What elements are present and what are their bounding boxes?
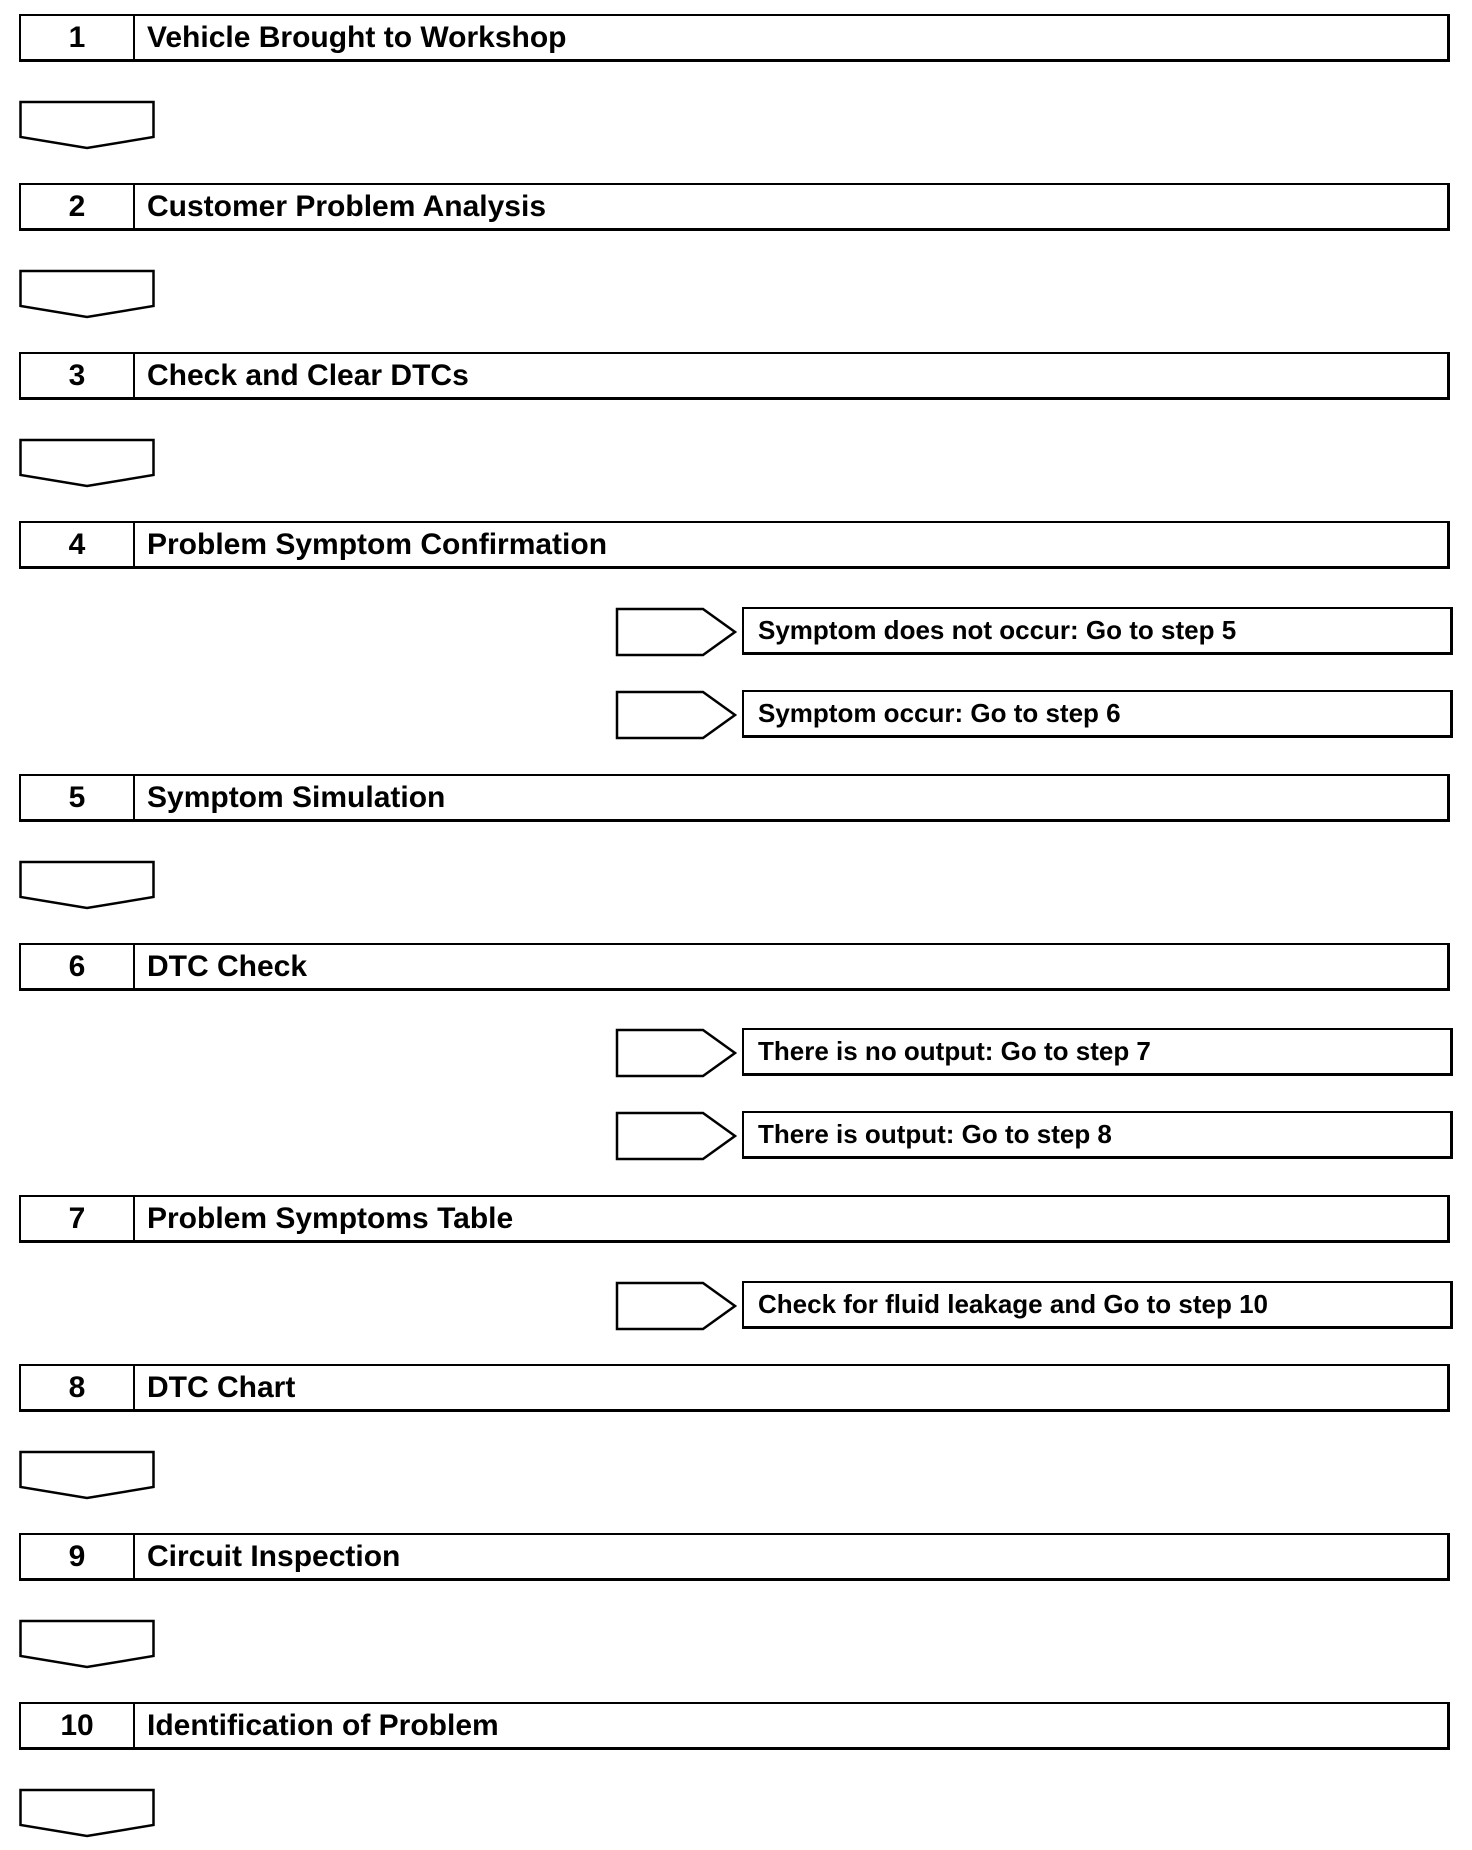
step-box: [19, 183, 1450, 231]
step-title: DTC Chart: [147, 1370, 296, 1404]
step-box: [19, 1533, 1450, 1581]
right-arrow-icon: [615, 1111, 737, 1161]
branch-condition: Symptom occur: Go to step 6: [742, 690, 1453, 738]
step-number: 4: [21, 523, 135, 566]
step-number: 10: [21, 1704, 135, 1747]
step-number: 3: [21, 354, 135, 397]
step-box: [19, 774, 1450, 822]
step-box: [19, 14, 1450, 62]
step-box: [19, 1702, 1450, 1750]
step-title: Vehicle Brought to Workshop: [147, 20, 567, 54]
step-number: 2: [21, 185, 135, 228]
down-arrow-icon: [19, 1450, 155, 1500]
step-box: [19, 521, 1450, 569]
right-arrow-icon: [615, 607, 737, 657]
step-title: Problem Symptom Confirmation: [147, 527, 608, 561]
right-arrow-icon: [615, 1281, 737, 1331]
step-title: Problem Symptoms Table: [147, 1201, 514, 1235]
down-arrow-icon: [19, 100, 155, 150]
step-title: Circuit Inspection: [147, 1539, 401, 1573]
branch-condition: Symptom does not occur: Go to step 5: [742, 607, 1453, 655]
step-number: 7: [21, 1197, 135, 1240]
step-title: Symptom Simulation: [147, 780, 446, 814]
step-number: 6: [21, 945, 135, 988]
step-box: [19, 943, 1450, 991]
down-arrow-icon: [19, 860, 155, 910]
branch-condition: There is output: Go to step 8: [742, 1111, 1453, 1159]
right-arrow-icon: [615, 1028, 737, 1078]
step-number: 9: [21, 1535, 135, 1578]
down-arrow-icon: [19, 1788, 155, 1838]
step-box: [19, 1195, 1450, 1243]
down-arrow-icon: [19, 438, 155, 488]
step-number: 8: [21, 1366, 135, 1409]
down-arrow-icon: [19, 1619, 155, 1669]
step-number: 5: [21, 776, 135, 819]
branch-condition: There is no output: Go to step 7: [742, 1028, 1453, 1076]
step-box: [19, 1364, 1450, 1412]
down-arrow-icon: [19, 269, 155, 319]
branch-condition: Check for fluid leakage and Go to step 10: [742, 1281, 1453, 1329]
right-arrow-icon: [615, 690, 737, 740]
step-title: Check and Clear DTCs: [147, 358, 469, 392]
step-title: Identification of Problem: [147, 1708, 499, 1742]
step-title: Customer Problem Analysis: [147, 189, 547, 223]
step-box: [19, 352, 1450, 400]
step-title: DTC Check: [147, 949, 308, 983]
step-number: 1: [21, 16, 135, 59]
